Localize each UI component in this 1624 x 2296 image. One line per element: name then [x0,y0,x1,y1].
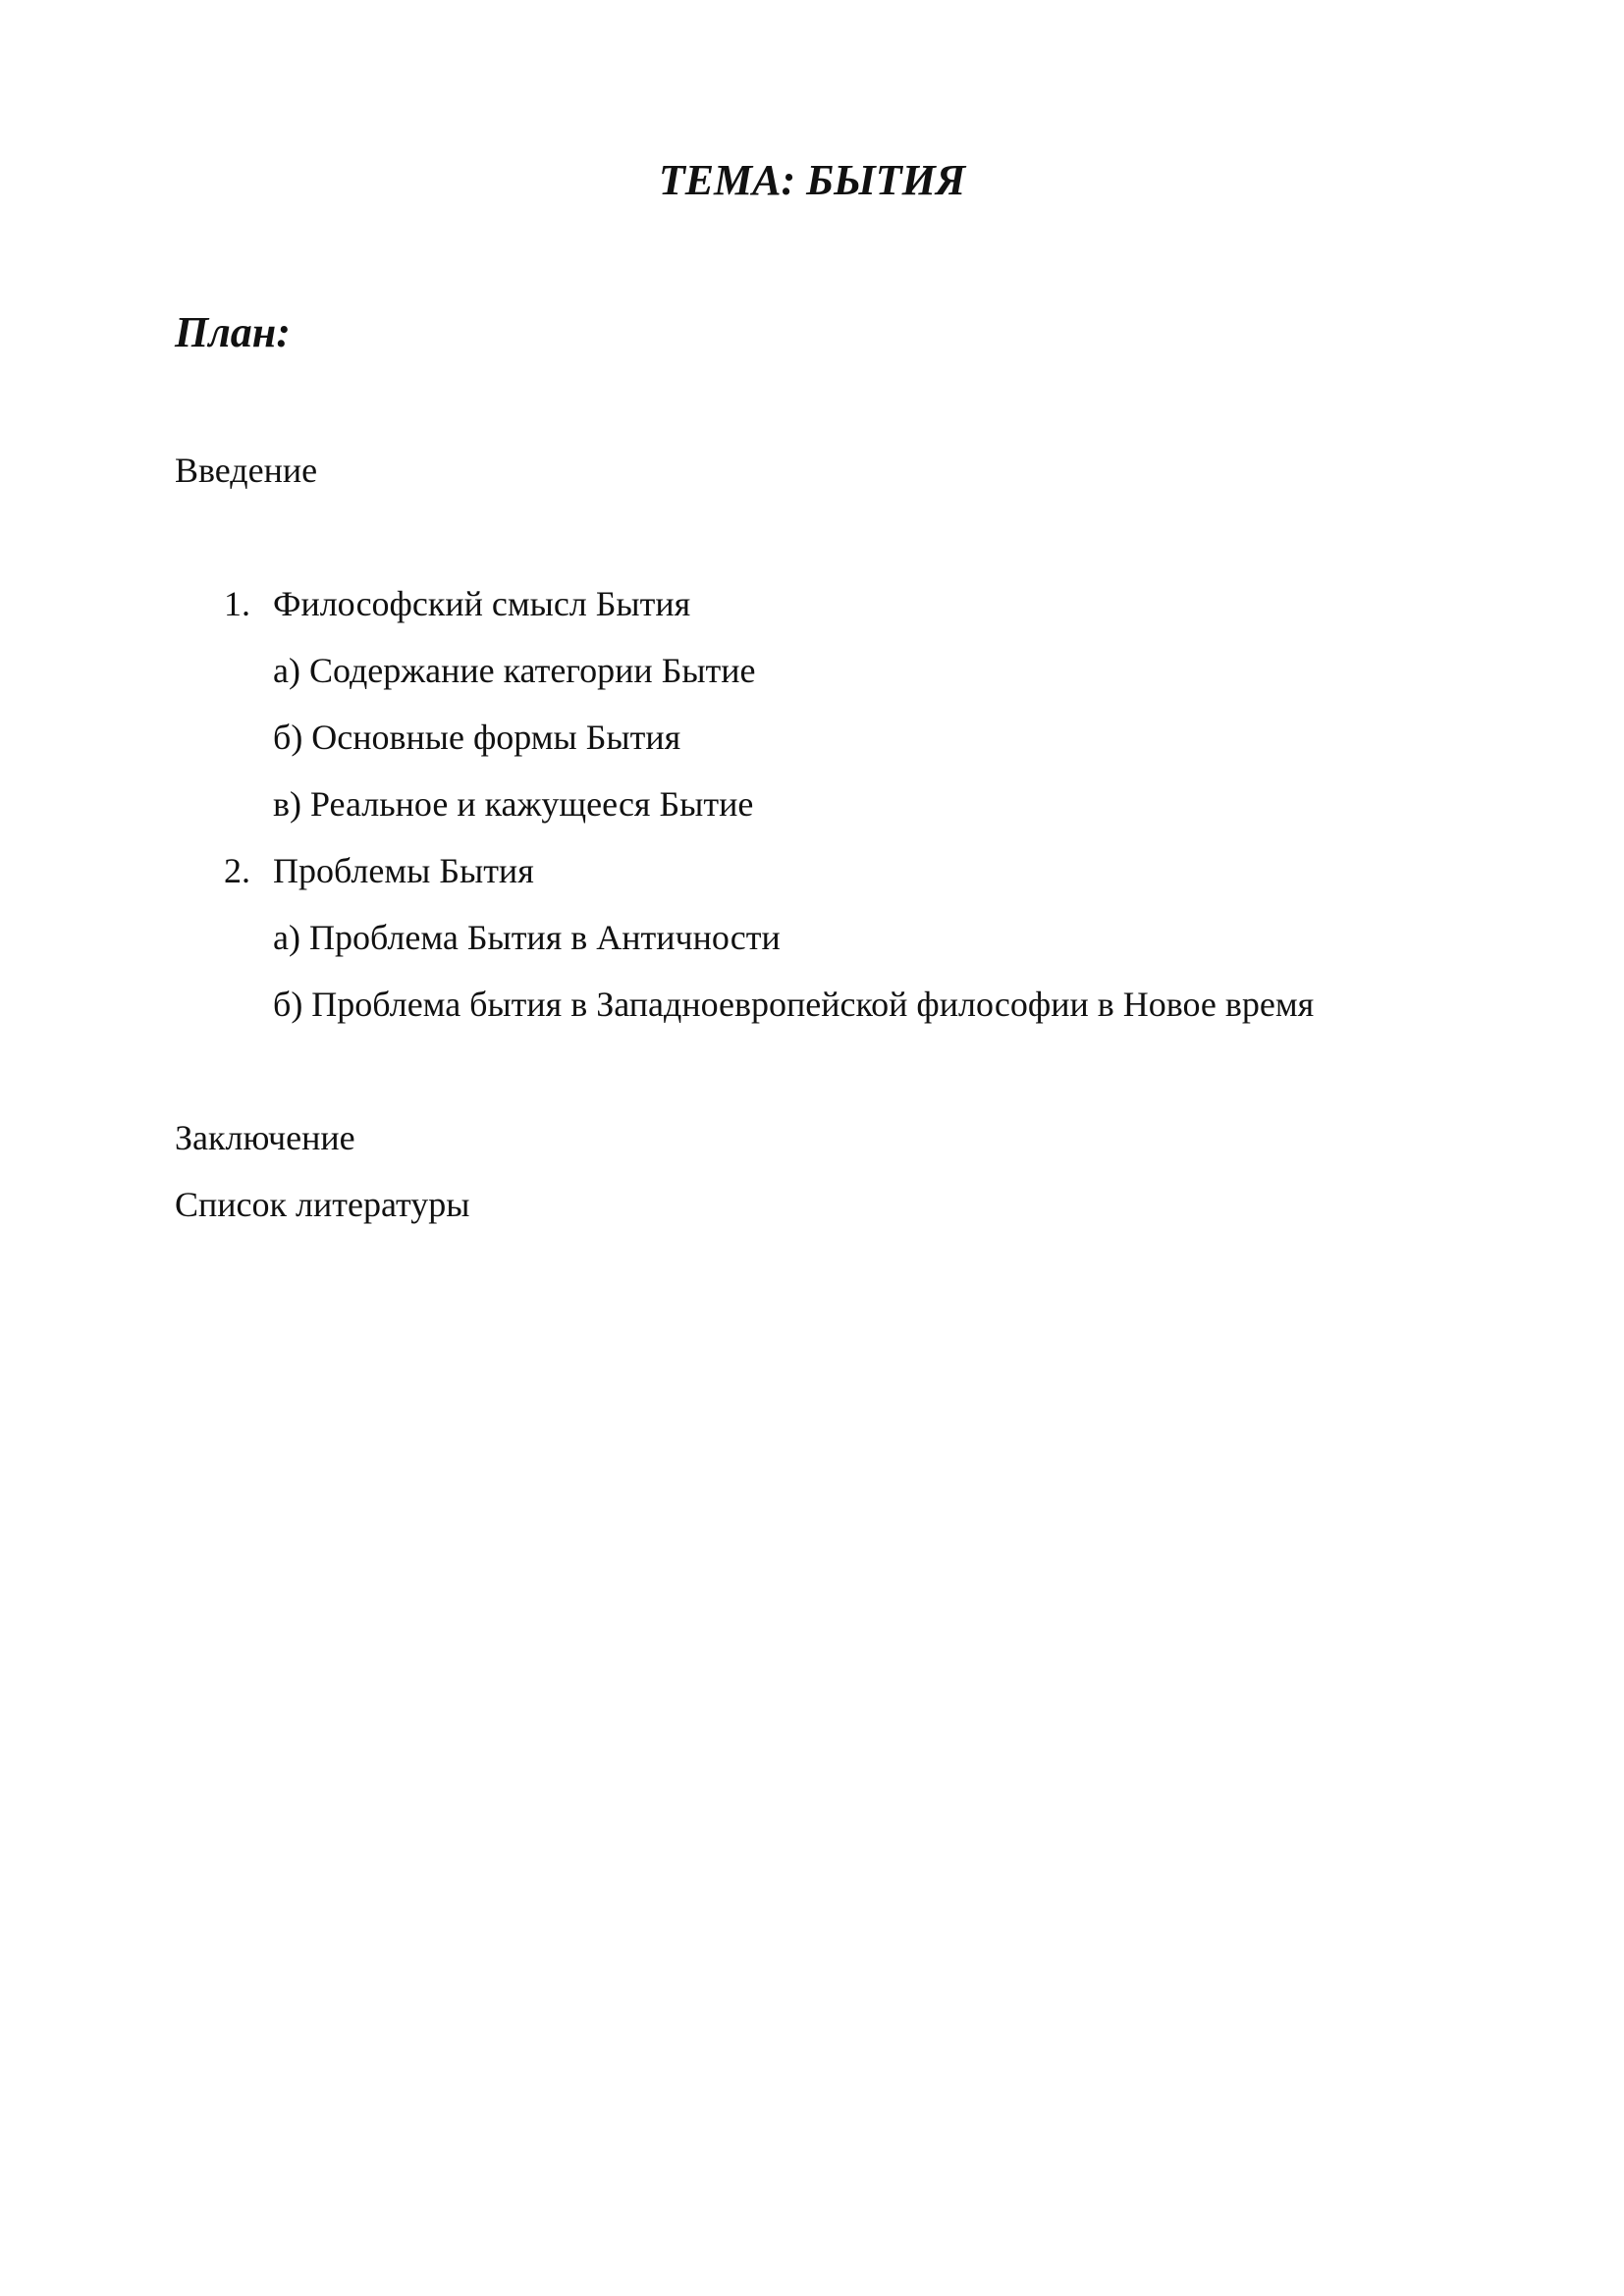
section-1-title: Философский смысл Бытия [273,584,691,623]
plan-heading: План: [175,308,291,356]
section-2-title: Проблемы Бытия [273,851,534,890]
intro-item: Введение [175,451,318,490]
section-1-subitem-b: б) Основные формы Бытия [273,718,681,757]
section-1-subitem-a: а) Содержание категории Бытие [273,651,756,690]
bibliography-item: Список литературы [175,1185,470,1224]
section-1 [224,581,690,626]
section-2-subitem-a: а) Проблема Бытия в Античности [273,918,781,957]
section-2-subitem-b: б) Проблема бытия в Западноевропейской философии в Новое время [273,985,1315,1024]
section-2-number: 2. [224,851,250,890]
section-2 [224,848,534,893]
page-title: ТЕМА: БЫТИЯ [658,156,966,204]
conclusion-item: Заключение [175,1118,355,1157]
section-1-number: 1. [224,584,250,623]
section-1-subitem-c: в) Реальное и кажущееся Бытие [273,784,754,824]
